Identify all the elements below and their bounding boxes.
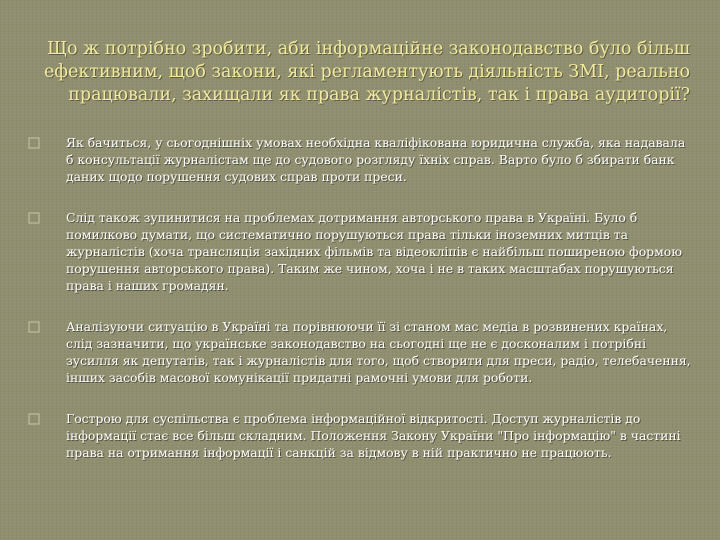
bullet-text: Гострою для суспільства є проблема інформаційної відкритості. Доступ журналістів до інформації стає все більш складним. Положення Закону України "Про інформацію" в частині права на отримання інформації і санкцій за відмову в ній практично не працюють. (66, 411, 681, 460)
bullet-item (28, 209, 692, 294)
bullet-item (28, 410, 692, 461)
bullet-text: Слід також зупинитися на проблемах дотримання авторського права в Україні. Було б помилково думати, що систематично порушуються права тільки іноземних митців та журналістів (хоча трансляція західних фільмів та відеокліпів є найбільш поширеною формою порушення авторського права). Таким же чином, хоча і не в таких масштабах порушуються права і наших громадян. (66, 210, 682, 293)
bullet-item (28, 134, 692, 185)
checkbox-icon (28, 212, 40, 224)
slide-title: Що ж потрібно зробити, аби інформаційне законодавство було більш ефективним, щоб закони, які регламентують діяльність ЗМІ, реально працювали, захищали як права журналістів, так і права аудиторії? (43, 39, 690, 105)
checkbox-icon (28, 413, 40, 425)
bullet-list (28, 134, 692, 461)
checkbox-icon (28, 321, 40, 333)
checkbox-icon (28, 137, 40, 149)
bullet-text: Як бачиться, у сьогоднішніх умовах необхідна кваліфікована юридична служба, яка надавала б консультації журналістам ще до судового розгляду їхніх справ. Варто було б збирати банк даних щодо порушення судових справ проти преси. (66, 135, 686, 184)
bullet-text: Аналізуючи ситуацію в Україні та порівнюючи її зі станом мас медіа в розвинених країнах, слід зазначити, що українське законодавство на сьогодні ще не є досконалим і потрібні зусилля як депутатів, так і журналістів для того, щоб створити для преси, радіо, телебачення, інших засобів масової комунікації придатні рамочні умови для роботи. (66, 319, 691, 385)
bullet-item (28, 318, 692, 386)
